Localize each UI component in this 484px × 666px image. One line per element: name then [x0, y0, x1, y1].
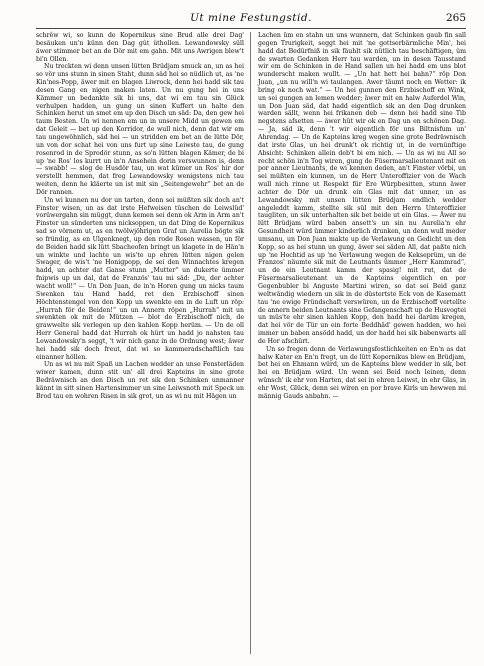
paragraph: Un as wi nu mit Spaß un Lachen wedder an unse Fensterläden wiwer kamen, dunn stit un' all drei Kapteins in sine grote Bedräwnisch an den Disch un ret sik den Schinken unmanner kännt in sitt sinen Hartensimmer un sine Leiwsnoth mit Speck un Brod tau en wohren Risen in sik grot, un as wi nu mit Hägen un — [36, 361, 244, 400]
page-number: 265 — [445, 12, 466, 24]
paragraph: schrêw wi, so kunn de Kopernikus sine Brud alle drei Dag' besäuken un'n künn den Dag gût ûthollen. Lewandowsky süll äwer stimmer bet an de Dör mit em gahn. Mit uns Awrigen blew't bi'n Ollen. — [36, 32, 244, 63]
paragraph: Nu treckten wi denn unsen lütten Brüdjam smuck an, un as hei so vör uns stunn in sinen Staht, dunn sâd hei so nüdlich ut, as 'ne Kin'nes-Popp, äwer mit en blagen Liwrock, denn hei hadd sik tau desen Gang en nigen maken laten. Un nu gung hei in uns Kämmer un bedankte sik bi uns, dat wi em tau sin Glück verhulpen hadden, un gung un sinen Kuffert un halte den Schinken herut un smet em up den Disch un säd: Da, den gew hei taum Besten. Un wi nennen em un in unsere Midd un gewen em dat Geleit — bet up den Korridor, de wull nich, denn dat wir em tau ungewöhnlich, säd hei — un stridden em bet an de lütte Dör, un von dor schat hei von uns furt up sine Leiwste tau, de gung rosenrod in de Sprodör stunn, as so'n lütten blagen Kämer, de bi up 'ne Ros' los kurrt un in'n Ansehein dorin verswunnen is, denn — swabb! — slog de Husdör tau, un wat kümer un Ros' hir dor verstellt hemmen, dat freg Lewandowsky wenigstens nich tau weiten, denn he kläerte un ist mit sin „Seitengewehr“ bet an de Dör rannen. — [36, 63, 244, 196]
paragraph: Un so fregen denn de Verlawungsfestlichkeiten en En'n as dat halw Kater en En'n fregt, un de lütt Kopernikus blew en Brüdjam, bet hei en Ehmann würd, un de Kapteins blew wedder in sik, bet hei en Brüdjam würd. Un wenn sei Beid noch leinen, denn wünsch' ik ehr von Harten, dat sei in ehren Leiwst, in ehr Glas, in ehr Wost, Glück, denn sei wiren en por brave Kirls un hewwen mi männig Gauds anbahn. — — [258, 345, 466, 400]
page-header — [36, 12, 466, 29]
paragraph: Un wi kunnen nu dor un tarten, denn sei müßten sik doch an't Finster wisen, un as dat irste Hefweisen tüschen de Leiwslüd' vorüwergahn sin müggt, dunn kemen sei denn ok Arm in Arm an't Finster un sünderten uns nicksoppen, un dat Ding de Kopernikus sad so vörnem ut, as en twölwjöhrigen Graf un Aurelia bögte sik so fründig, as en Ulgenknegt, up den rode Rosen wassen, un för de Beiden hadd sik lütt Sbacheofen bringt un klagete in de Hän'n un winkte und lachte un wis'te up ehren lütten nigen gelen Swager, de wis't 'ne Honigpopp, de sei den Winnachtes kregen hadd, un achter dat Ganse stunn „Mutter“ un dukerte ümmer fnipwis up un dal, dat de Französ' tau mi säd: „Du, der achter wacht woll!“ — Un Don Juan, de in'n Horen gung un nicks taum Swenken tau Hand hadd, ret den Erzbischoff sinen Höchtenstengel von den Kopp un swenkte em in de Luft un röp: „Hurrah för de Beiden!“ un un Annern röpen „Hurrah“ mit un swenkten ok mit de Mützen — blot de Erzbischoff nich, de grawwelte sik verlegen up den kahlen Kopp herüm. — Un de oll Herr General hadd dat Hurrah ok hürt un hadd jo nahsten tau Lewandowsky'n seggt, 't wir nich ganz in de Ordnung west; äwer hei hadd sik doch freut, dat wi so kammeradschaftlich tau einanner höllen. — [36, 196, 244, 361]
right-column — [258, 32, 466, 401]
running-title: Ut mine Festungstid. — [190, 12, 312, 24]
column-divider — [250, 32, 251, 654]
left-column — [36, 32, 244, 401]
paragraph: Lachen üm en stahn un uns wunnern, dat Schinken gaub fin sall gegen Trurigkeit, seggt hei mit 'ne gottserbärmliche Min', hei hadd dat Bedürfniß in sik fäuhlt sik nütlich tau beschäftigen, ûm de swarten Gedanken Herr tau warden, un in desen Tausstand wir em de Schinken in de Hand sallen un hei hadd em uns blot wunderscht maken wullt. — „Un hat hett hei bahn?“ röp Don Juan, „un nu will'n wi taulangen. Awer täumt noch en Wetter: ik bring ok noch wat.“ — Un hei gunnen den Erzbischoff en Wink, un sei gungen an lemen wedder; äwer mit en halw Auferdel Win, un Don Juan säd, dat hadd eigentlich sik an den Dag drunken warden sällt, wenn hei frikanen deb — denn hei hadd sine Tib negstens afsetten — äwer hüt wir ok en Dag un en schönen Dag. — Ja, säd ik, denn 't wir eigentlich för uns Biltnisfum un' Ahrendag. — Un de Kapteins kreg wegen sine grote Bedräwnisch dat irste Glas, un hei drunk't ok richtig ut, in de vernünftige Absicht: Schinken allein deb't bi em nich. — Un as wi nu All so recht schön in'n Tog wiren, gung de Füsermarsalieutenant mit en por anner Lieutnants, de wi kennen deden, an't Finster vörbi, un sei müßten ein kunnen, un de Herr Unteroffizier von de Wach wull nich rinne ut Respekt für Ere Würpbesitten, stunn äwer achter de Dör un drunk ein Glas mit dat unner, un as Lewandowsky mit unsen lütten Brüdjam endlich wedder angeleddt kamm, stellte sik sül mit den Herrn Unteroffizier taugliten, un sik unterhalten sik bet beide ut ein Glas. — Äwer nu lütt Brüdjam würd baben ansett's un sin nu Aurelia'n ehr Gesundheit würd ümmer kinderlich drunken, un denn wull meder umsanu, un Don Juan makte up de Verlawung en Gedicht un den Kopp, so as hei stunn un gung, äwer sei säden All, dat paßte nich up 'ne Hochtid as up 'ne Verlawung wegen de Kekseprüm, un de Franzos' näumte sik mit de Leutnants ümmer „Herr Kammrad“, un de ein Leutnant kamm der spasig! mit rut, dat de Füsermarsalieutenant un de Kapteins eigentlich en por Gegenbubler bi Anguste Martini wiren, so dat sei Beid ganz weltwändig wiedern un sik in de düstertste Eck von de Kasematt tau 'ne ewige Fründschaft verswüren, un de Erzbischoff vertellte de annern beiden Leutnants sine Gefangenschaft up de Husvogtei un müs'te ehr sinen kahlen Kopp, den hadd hei darüm kregen, dat hei vör de Tür un ein forte Beddhäd' gewen hadden, wo hei immer un baben ansödd hadd, un dor hadd hei sik babenwarts all de Hor afschürt. — [258, 32, 466, 345]
